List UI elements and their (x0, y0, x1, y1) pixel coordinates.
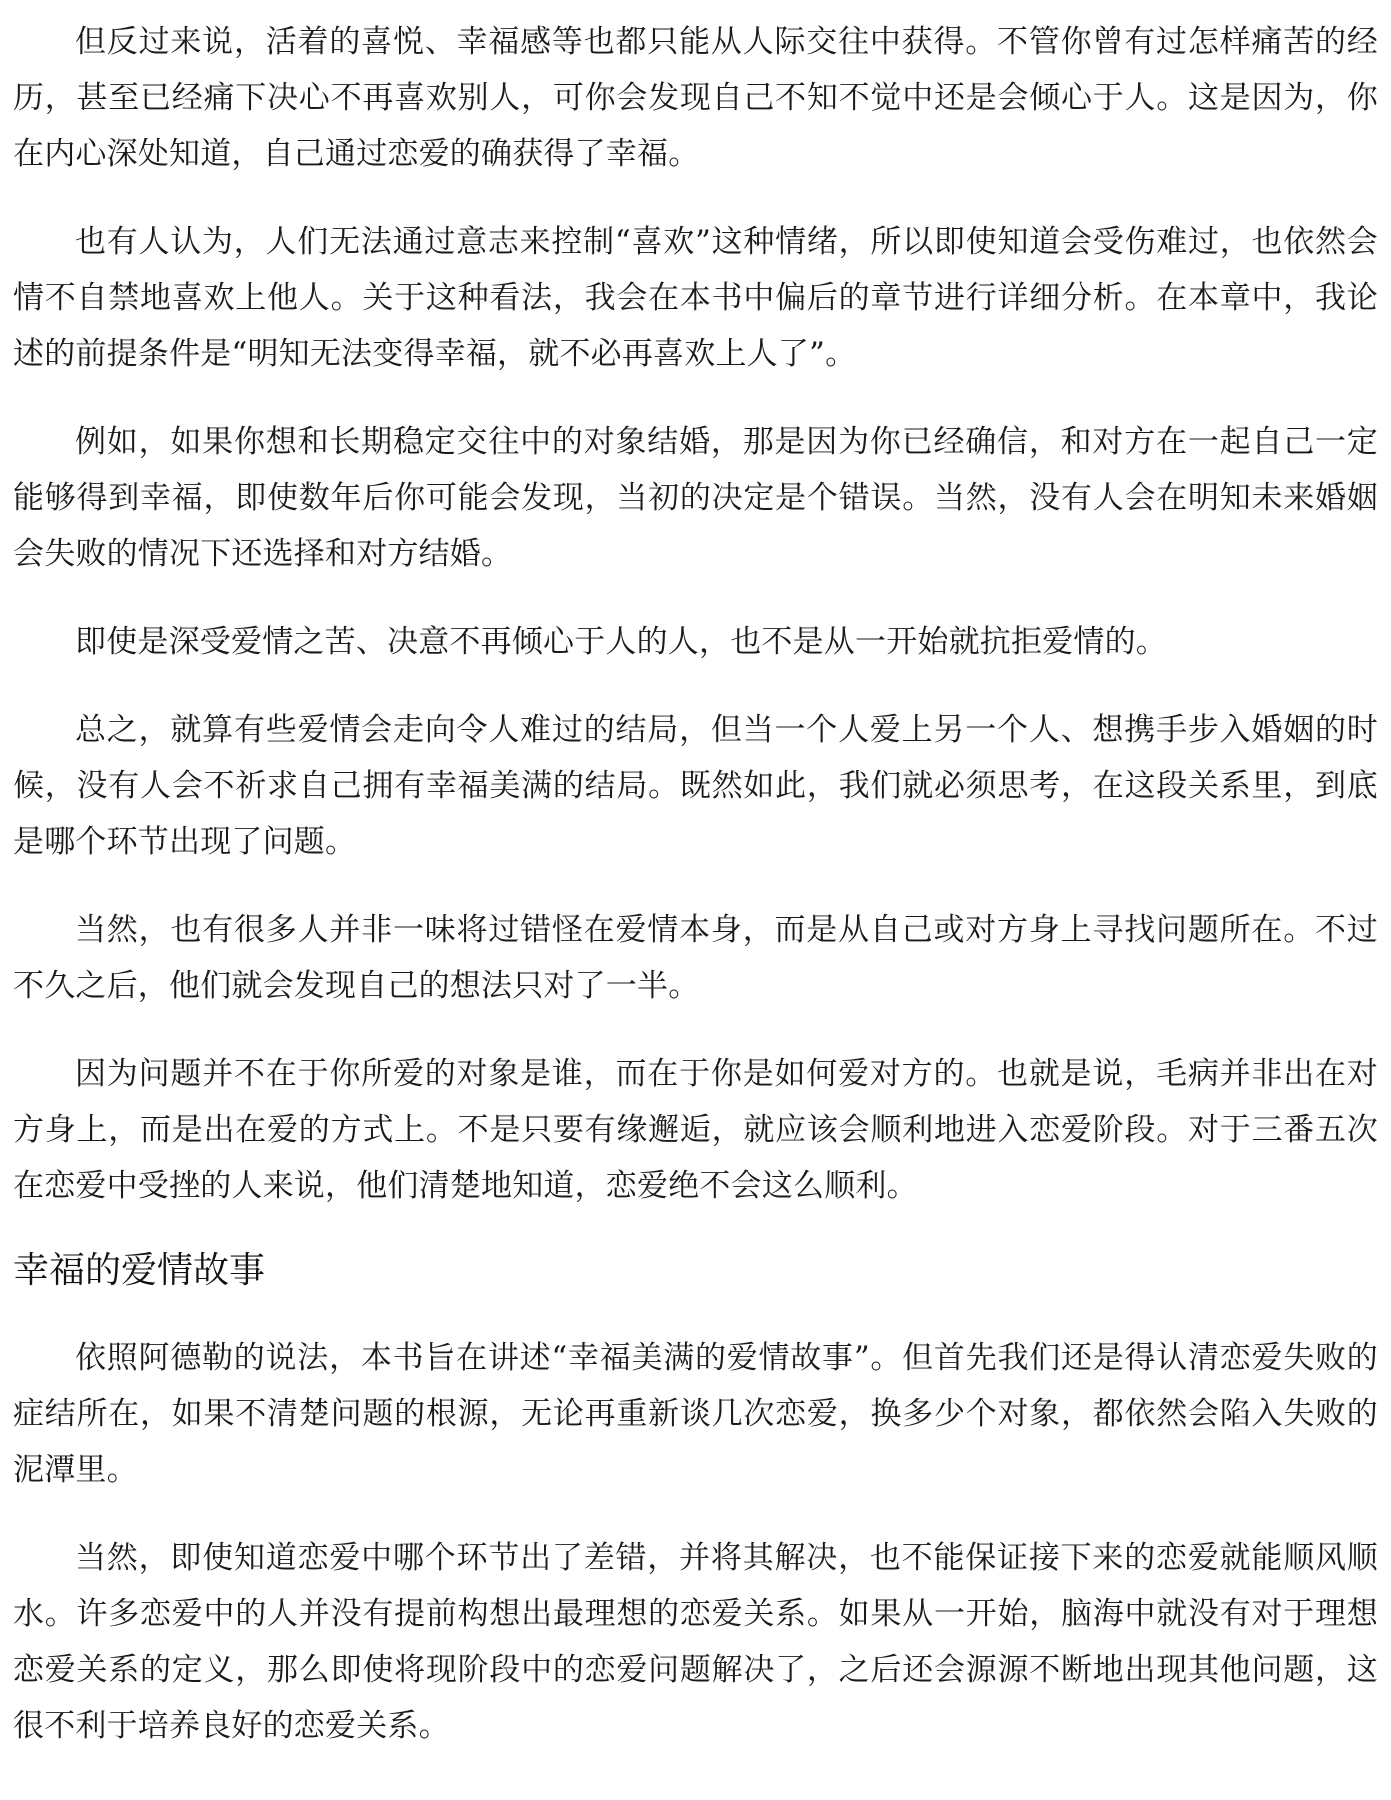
paragraph: 即使是深受爱情之苦、决意不再倾心于人的人，也不是从一开始就抗拒爱情的。 (75, 624, 1167, 660)
paragraph: 例如，如果你想和长期稳定交往中的对象结婚，那是因为你已经确信，和对方在一起自己一定能够得到幸福，即使数年后你可能会发现，当初的决定是个错误。当然，没有人会在明知未来婚姻会失败的情况下还选择和对方结婚。 (13, 424, 1378, 572)
paragraph: 当然，即使知道恋爱中哪个环节出了差错，并将其解决，也不能保证接下来的恋爱就能顺风顺水。许多恋爱中的人并没有提前构想出最理想的恋爱关系。如果从一开始，脑海中就没有对于理想恋爱关系的定义，那么即使将现阶段中的恋爱问题解决了，之后还会源源不断地出现其他问题，这很不利于培养良好的恋爱关系。 (13, 1540, 1378, 1744)
document-page (13, 14, 1378, 1786)
paragraph: 当然，也有很多人并非一味将过错怪在爱情本身，而是从自己或对方身上寻找问题所在。不过不久之后，他们就会发现自己的想法只对了一半。 (13, 912, 1378, 1004)
section-heading: 幸福的爱情故事 (13, 1250, 266, 1291)
paragraph: 总之，就算有些爱情会走向令人难过的结局，但当一个人爱上另一个人、想携手步入婚姻的时候，没有人会不祈求自己拥有幸福美满的结局。既然如此，我们就必须思考，在这段关系里，到底是哪个环节出现了问题。 (13, 712, 1378, 860)
paragraph: 但反过来说，活着的喜悦、幸福感等也都只能从人际交往中获得。不管你曾有过怎样痛苦的经历，甚至已经痛下决心不再喜欢别人，可你会发现自己不知不觉中还是会倾心于人。这是因为，你在内心深处知道，自己通过恋爱的确获得了幸福。 (13, 24, 1378, 172)
paragraph: 也有人认为，人们无法通过意志来控制“喜欢”这种情绪，所以即使知道会受伤难过，也依然会情不自禁地喜欢上他人。关于这种看法，我会在本书中偏后的章节进行详细分析。在本章中，我论述的前提条件是“明知无法变得幸福，就不必再喜欢上人了”。 (13, 224, 1378, 372)
paragraph: 因为问题并不在于你所爱的对象是谁，而在于你是如何爱对方的。也就是说，毛病并非出在对方身上，而是出在爱的方式上。不是只要有缘邂逅，就应该会顺利地进入恋爱阶段。对于三番五次在恋爱中受挫的人来说，他们清楚地知道，恋爱绝不会这么顺利。 (13, 1056, 1378, 1204)
paragraph: 依照阿德勒的说法，本书旨在讲述“幸福美满的爱情故事”。但首先我们还是得认清恋爱失败的症结所在，如果不清楚问题的根源，无论再重新谈几次恋爱，换多少个对象，都依然会陷入失败的泥潭里。 (13, 1340, 1378, 1488)
